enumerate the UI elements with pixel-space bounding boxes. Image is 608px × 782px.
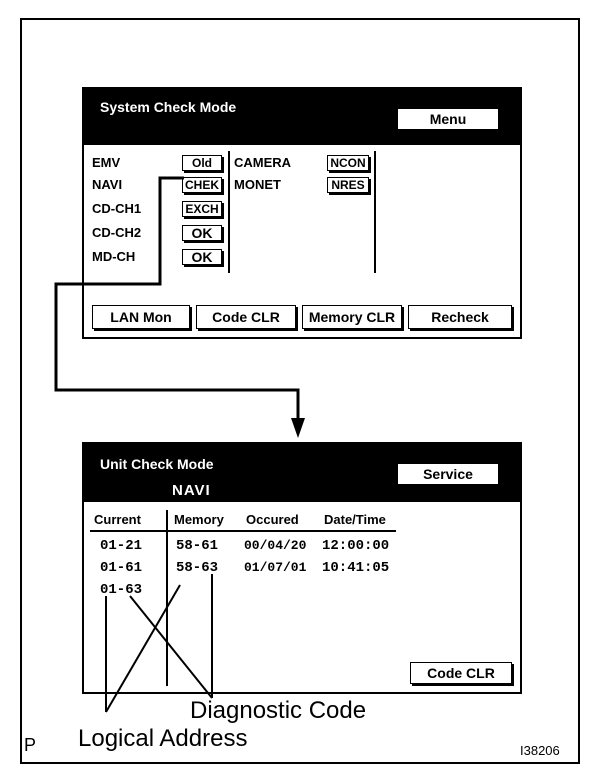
status-button-monet[interactable]: NRES [327,177,369,193]
status-button-emv[interactable]: Old [182,155,222,171]
device-label-cd-ch1: CD-CH1 [92,201,142,216]
connector-arrowhead [291,418,305,438]
memory-time: 12:00:00 [322,538,390,554]
memory-time: 10:41:05 [322,560,390,576]
status-button-camera[interactable]: NCON [327,155,369,171]
code-clr-button[interactable]: Code CLR [196,305,296,329]
device-label-navi: NAVI [92,177,123,192]
column-header-current: Current [94,512,141,527]
leader-line-logical-address [106,585,180,712]
memory-code: 58-63 [176,560,219,576]
status-button-cd-ch1[interactable]: EXCH [182,201,222,217]
status-button-md-ch[interactable]: OK [182,249,222,265]
column-header-memory: Memory [174,512,224,527]
device-label-cd-ch2: CD-CH2 [92,225,142,240]
figure-id: I38206 [520,743,560,758]
recheck-button[interactable]: Recheck [408,305,512,329]
menu-button[interactable]: Menu [397,108,499,130]
memory-clr-button[interactable]: Memory CLR [302,305,402,329]
diagnostic-code-callout: Diagnostic Code [190,697,367,724]
current-code: 01-21 [100,538,143,554]
corner-letter: P [24,735,37,755]
column-header-occured: Occured [246,512,299,527]
unit-check-title: Unit Check Mode [100,456,214,472]
memory-occured-date: 01/07/01 [244,560,307,575]
device-label-monet: MONET [234,177,281,192]
lan-mon-button[interactable]: LAN Mon [92,305,190,329]
unit-code-clr-button[interactable]: Code CLR [410,662,512,684]
device-label-md-ch: MD-CH [92,249,136,264]
current-code: 01-63 [100,582,143,598]
status-button-cd-ch2[interactable]: OK [182,225,222,241]
device-label-camera: CAMERA [234,155,292,170]
connector-line [56,178,298,420]
service-button[interactable]: Service [397,463,499,485]
column-header-date-time: Date/Time [324,512,386,527]
memory-occured-date: 00/04/20 [244,538,307,553]
leader-line-diagnostic-code [130,596,212,698]
current-code: 01-61 [100,560,143,576]
device-label-emv: EMV [92,155,121,170]
logical-address-callout: Logical Address [78,725,248,752]
unit-name: NAVI [172,482,211,499]
status-button-navi[interactable]: CHEK [182,177,222,193]
memory-code: 58-61 [176,538,219,554]
system-check-title: System Check Mode [100,99,237,115]
